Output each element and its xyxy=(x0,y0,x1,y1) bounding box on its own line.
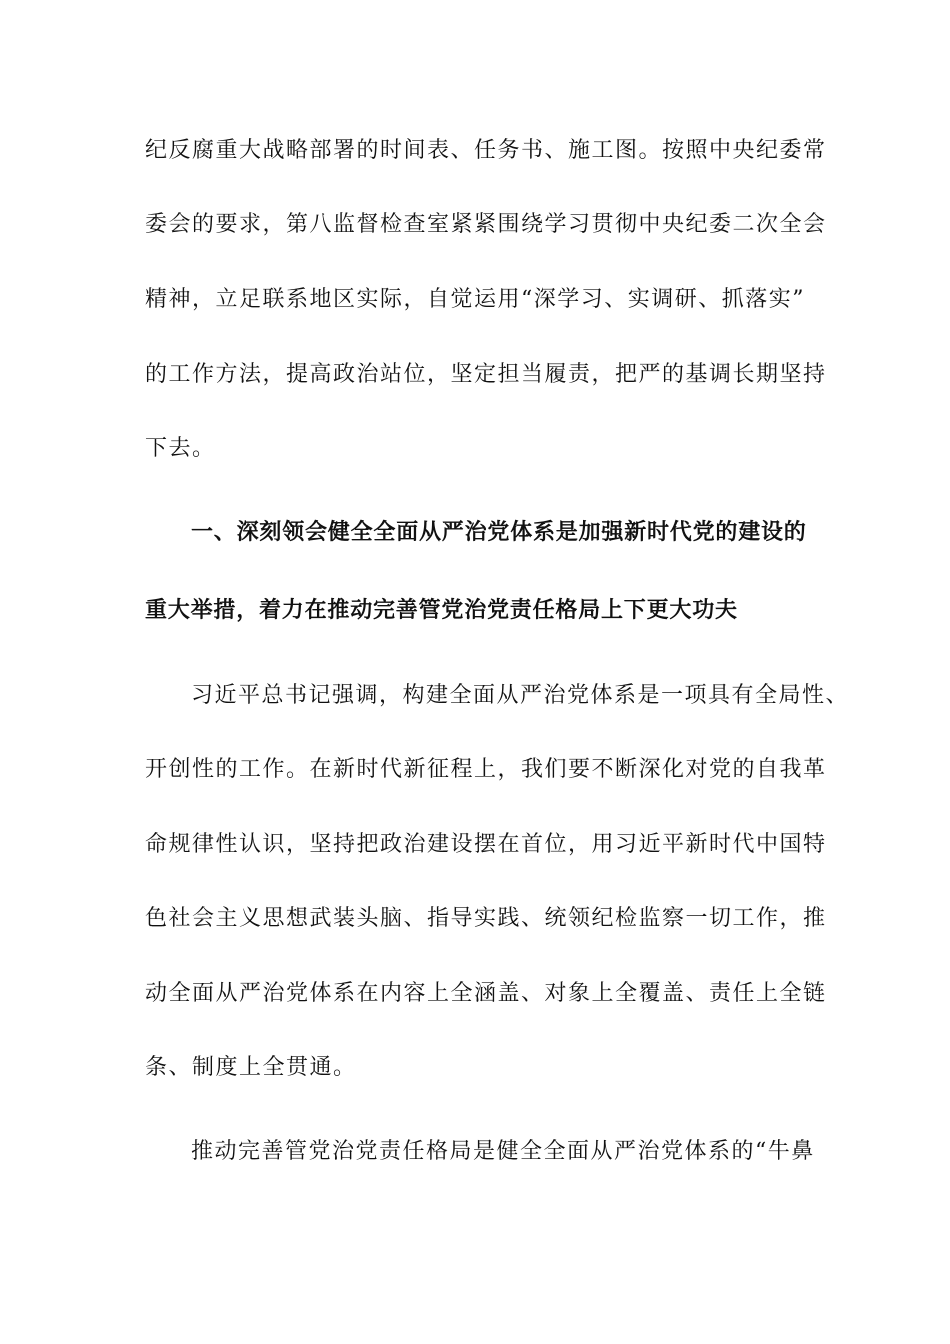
heading-line: 一、深刻领会健全全面从严治党体系是加强新时代党的建设的 xyxy=(191,520,807,545)
heading-line: 重大举措，着力在推动完善管党治党责任格局上下更大功夫 xyxy=(145,598,738,623)
paragraph-line: 的工作方法，提高政治站位，坚定担当履责，把严的基调长期坚持 xyxy=(145,362,827,387)
paragraph-line: 习近平总书记强调，构建全面从严治党体系是一项具有全局性、 xyxy=(191,683,850,708)
paragraph-line: 精神，立足联系地区实际，自觉运用“深学习、实调研、抓落实” xyxy=(145,287,805,312)
paragraph-line: 命规律性认识，坚持把政治建设摆在首位，用习近平新时代中国特 xyxy=(145,832,827,857)
paragraph-line: 开创性的工作。在新时代新征程上，我们要不断深化对党的自我革 xyxy=(145,757,827,782)
paragraph-line: 色社会主义思想武装头脑、指导实践、统领纪检监察一切工作，推 xyxy=(145,906,827,931)
paragraph-line: 纪反腐重大战略部署的时间表、任务书、施工图。按照中央纪委常 xyxy=(145,138,827,163)
paragraph-line: 条、制度上全贯通。 xyxy=(145,1055,357,1080)
paragraph-line: 动全面从严治党体系在内容上全涵盖、对象上全覆盖、责任上全链 xyxy=(145,981,827,1006)
paragraph-line: 委会的要求，第八监督检查室紧紧围绕学习贯彻中央纪委二次全会 xyxy=(145,212,827,237)
paragraph-line: 推动完善管党治党责任格局是健全全面从严治党体系的“牛鼻 xyxy=(191,1139,815,1164)
paragraph-line: 下去。 xyxy=(145,436,216,461)
